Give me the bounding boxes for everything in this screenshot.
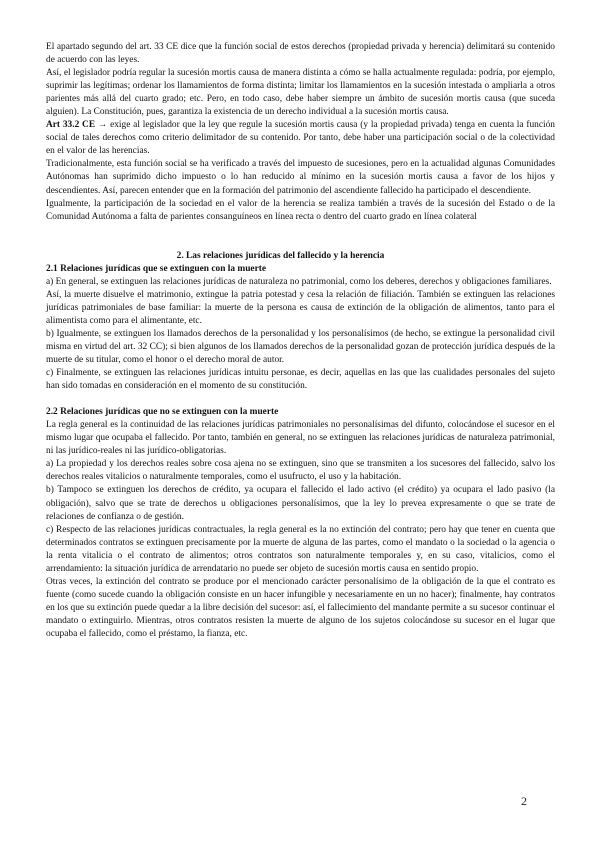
paragraph: La regla general es la continuidad de las relaciones jurídicas patrimoniales no personalísimas del difunto, colocándose el sucesor en el mismo lugar que ocupaba el fallecido. Por tanto, también en general, no se extinguen las relaciones jurídicas de naturaleza patrimonial, ni las jurídico-reales ni las jurídico-obligatorias. bbox=[46, 420, 555, 457]
paragraph: b) Igualmente, se extinguen los llamados derechos de la personalidad y los personalísimos (de hecho, se extingue la personalidad civil misma en virtud del art. 32 CC); si bien algunos de los llamados derechos de la personalidad gozan de protección jurídica después de la muerte de su titular, como el honor o el derecho moral de autor. bbox=[46, 328, 555, 366]
paragraph: Tradicionalmente, esta función social se ha verificado a través del impuesto de sucesiones, pero en la actualidad algunas Comunidades Autónomas han suprimido dicho impuesto o lo han reducido al mínimo en la sucesión mortis causa a favor de los hijos y descendientes. Así, parecen entender que en la formación del patrimonio del ascendiente fallecido ha participado el descendiente. bbox=[46, 159, 555, 196]
spacer bbox=[46, 224, 555, 237]
paragraph: a) En general, se extinguen las relaciones jurídicas de naturaleza no patrimonial, como los deberes, derechos y obligaciones familiares. bbox=[46, 276, 552, 287]
subsection-heading: 2.1 Relaciones jurídicas que se extinguen con la muerte bbox=[46, 263, 267, 274]
spacer bbox=[46, 393, 555, 406]
article-text: → exige al legislador que la ley que regule la sucesión mortis causa (y la propiedad privada) tenga en cuenta la función social de tales derechos como criterio delimitador de su contenido. Por tanto, debe haber una participación social o de la colectividad en el valor de las herencias. bbox=[46, 120, 555, 157]
document-body bbox=[46, 41, 555, 641]
paragraph-art-33-2 bbox=[46, 119, 555, 158]
spacer bbox=[46, 237, 555, 250]
page-number: 2 bbox=[521, 794, 527, 808]
paragraph: Otras veces, la extinción del contrato se produce por el mencionado carácter personalísimo de la obligación de la que el contrato es fuente (como sucede cuando la obligación consiste en un hacer infungible y necesariamente en un no hacer); finalmente, hay contratos en los que su extinción puede quedar a la libre decisión del sucesor: así, el fallecimiento del mandante permite a su sucesor continuar el mandato o extinguirlo. Mientras, otros contratos resisten la muerte de alguno de los sujetos colocándose su sucesor en el lugar que ocupaba el fallecido, como el préstamo, la fianza, etc. bbox=[46, 576, 555, 639]
paragraph: El apartado segundo del art. 33 CE dice que la función social de estos derechos (propiedad privada y herencia) delimitará su contenido de acuerdo con las leyes. bbox=[46, 42, 555, 66]
paragraph: c) Respecto de las relaciones jurídicas contractuales, la regla general es la no extinción del contrato; pero hay que tener en cuenta que determinados contratos se extinguen precisamente por la muerte de alguna de las partes, como el mandato o la sociedad o la agencia o la renta vitalicia o el contrato de alimentos; otros contratos son naturalmente temporales y, en su caso, vitalicios, como el arrendamiento: la situación jurídica de arrendatario no puede ser objeto de sucesión mortis causa en sentido propio. bbox=[46, 524, 555, 574]
paragraph: Así, el legislador podría regular la sucesión mortis causa de manera distinta a cómo se halla actualmente regulada: podría, por ejemplo, suprimir las legítimas; ordenar los llamamientos de forma distinta; limitar los llamamientos en la sucesión intestada o ampliarla a otros parientes más allá del cuarto grado; etc. Pero, en todo caso, debe haber siempre un ámbito de sucesión mortis causa (que suceda alguien). La Constitución, pues, garantiza la existencia de un derecho individual a la sucesión mortis causa. bbox=[46, 68, 555, 118]
paragraph: b) Tampoco se extinguen los derechos de crédito, ya ocupara el fallecido el lado activo (el crédito) ya ocupara el lado pasivo (la obligación), salvo que se trate de derechos u obligaciones personalísimos, que la ley lo prevea expresamente o que se trate de relaciones de confianza o de gestión. bbox=[46, 485, 555, 522]
paragraph: c) Finalmente, se extinguen las relaciones jurídicas intuitu personae, es decir, aquellas en las que las cualidades personales del sujeto han sido tomadas en consideración en el momento de su constitución. bbox=[46, 368, 555, 392]
article-reference: Art 33.2 CE bbox=[46, 120, 96, 131]
paragraph: Así, la muerte disuelve el matrimonio, extingue la patria potestad y cesa la relación de filiación. También se extinguen las relaciones jurídicas patrimoniales de base familiar: la muerte de la persona es causa de extinción de la obligación de alimentos, tanto para el alimentista como para el alimentante, etc. bbox=[46, 289, 555, 326]
section-heading: 2. Las relaciones jurídicas del fallecido y la herencia bbox=[176, 250, 385, 261]
paragraph: a) La propiedad y los derechos reales sobre cosa ajena no se extinguen, sino que se transmiten a los sucesores del fallecido, salvo los derechos reales vitalicios o naturalmente temporales, como el usufructo, el uso y la habitación. bbox=[46, 459, 555, 483]
paragraph: Igualmente, la participación de la sociedad en el valor de la herencia se realiza también a través de la sucesión del Estado o de la Comunidad Autónoma a falta de parientes consanguíneos en línea recta o dentro del cuarto grado en línea colateral bbox=[46, 198, 555, 222]
subsection-heading: 2.2 Relaciones jurídicas que no se extinguen con la muerte bbox=[46, 407, 279, 418]
